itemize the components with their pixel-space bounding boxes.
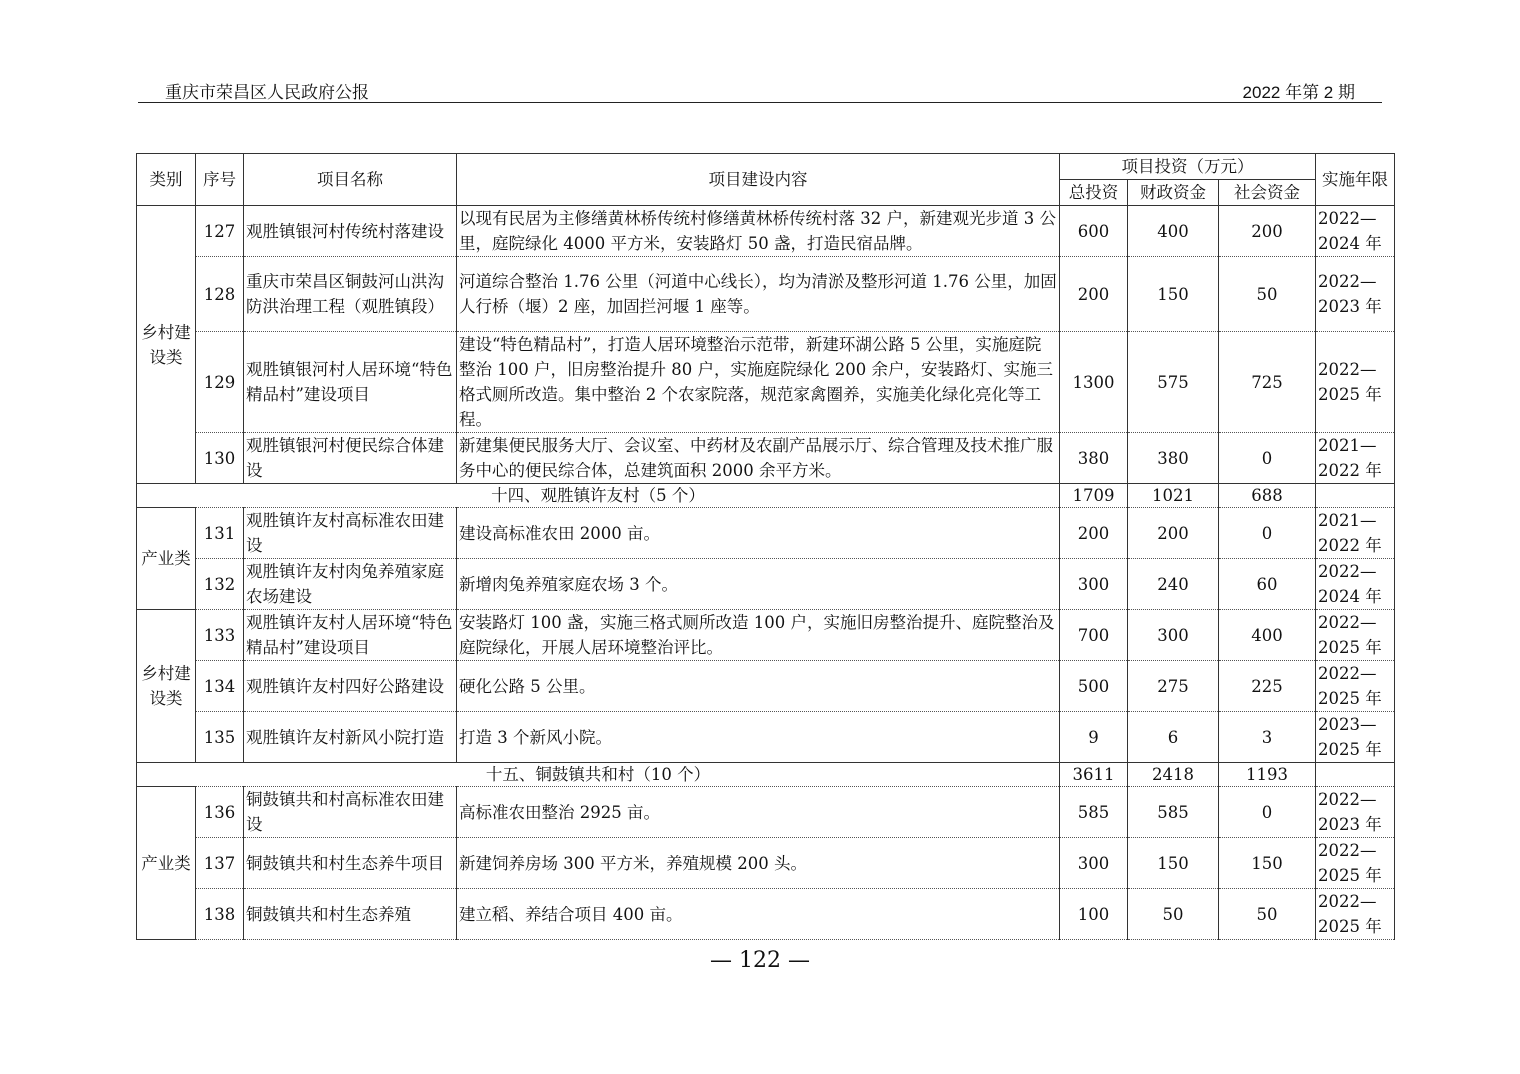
seq-cell: 134: [196, 661, 244, 712]
fiscal-funds-cell: 150: [1128, 257, 1219, 332]
project-content-cell: 高标准农田整治 2925 亩。: [457, 787, 1060, 838]
project-name-cell: 铜鼓镇共和村生态养牛项目: [244, 838, 457, 889]
table-row: [137, 508, 1395, 559]
seq-cell: 131: [196, 508, 244, 559]
social-funds-cell: 688: [1219, 484, 1316, 508]
social-funds-cell: 60: [1219, 559, 1316, 610]
seq-cell: 130: [196, 433, 244, 484]
bulletin-title: 重庆市荣昌区人民政府公报: [165, 83, 369, 103]
header-rule: [138, 102, 1382, 103]
project-name-cell: 观胜镇银河村便民综合体建设: [244, 433, 457, 484]
table-row: [137, 610, 1395, 661]
project-table: [136, 153, 1395, 940]
table-row: [137, 332, 1395, 433]
total-investment-cell: 500: [1060, 661, 1128, 712]
seq-cell: 136: [196, 787, 244, 838]
period-cell: 2022—2023 年: [1316, 257, 1395, 332]
project-content-cell: 新建集便民服务大厅、会议室、中药材及农副产品展示厅、综合管理及技术推广服务中心的便民综合体，总建筑面积 2000 余平方米。: [457, 433, 1060, 484]
social-funds-cell: 400: [1219, 610, 1316, 661]
fiscal-funds-cell: 275: [1128, 661, 1219, 712]
period-cell: [1316, 763, 1395, 787]
col-header-content: 项目建设内容: [457, 154, 1060, 206]
col-header-fiscal: 财政资金: [1128, 180, 1219, 206]
col-header-social: 社会资金: [1219, 180, 1316, 206]
total-investment-cell: 1300: [1060, 332, 1128, 433]
total-investment-cell: 200: [1060, 257, 1128, 332]
category-cell: 产业类: [137, 787, 196, 940]
social-funds-cell: 225: [1219, 661, 1316, 712]
section-title: 十四、观胜镇许友村（5 个）: [137, 484, 1060, 508]
project-name-cell: 观胜镇银河村传统村落建设: [244, 206, 457, 257]
social-funds-cell: 0: [1219, 433, 1316, 484]
table-row: [137, 787, 1395, 838]
total-investment-cell: 300: [1060, 559, 1128, 610]
social-funds-cell: 1193: [1219, 763, 1316, 787]
col-header-name: 项目名称: [244, 154, 457, 206]
fiscal-funds-cell: 150: [1128, 838, 1219, 889]
col-header-total: 总投资: [1060, 180, 1128, 206]
project-name-cell: 观胜镇许友村四好公路建设: [244, 661, 457, 712]
project-content-cell: 建设“特色精品村”，打造人居环境整治示范带，新建环湖公路 5 公里，实施庭院整治 100 户，旧房整治提升 80 户，实施庭院绿化 200 余户，安装路灯、实施三格式厕所改造。集中整治 2 个农家院落，规范家禽圈养，实施美化绿化亮化等工程。: [457, 332, 1060, 433]
social-funds-cell: 50: [1219, 257, 1316, 332]
project-content-cell: 建设高标准农田 2000 亩。: [457, 508, 1060, 559]
fiscal-funds-cell: 585: [1128, 787, 1219, 838]
social-funds-cell: 0: [1219, 787, 1316, 838]
table-row: [137, 206, 1395, 257]
seq-cell: 128: [196, 257, 244, 332]
fiscal-funds-cell: 300: [1128, 610, 1219, 661]
fiscal-funds-cell: 200: [1128, 508, 1219, 559]
total-investment-cell: 1709: [1060, 484, 1128, 508]
period-cell: [1316, 484, 1395, 508]
table-row: [137, 889, 1395, 940]
table-row: [137, 661, 1395, 712]
fiscal-funds-cell: 50: [1128, 889, 1219, 940]
project-name-cell: 铜鼓镇共和村高标准农田建设: [244, 787, 457, 838]
project-content-cell: 河道综合整治 1.76 公里（河道中心线长），均为清淤及整形河道 1.76 公里，加固人行桥（堰）2 座，加固拦河堰 1 座等。: [457, 257, 1060, 332]
social-funds-cell: 0: [1219, 508, 1316, 559]
table-row: [137, 257, 1395, 332]
social-funds-cell: 3: [1219, 712, 1316, 763]
social-funds-cell: 50: [1219, 889, 1316, 940]
category-cell: 乡村建设类: [137, 206, 196, 484]
fiscal-funds-cell: 240: [1128, 559, 1219, 610]
project-content-cell: 建立稻、养结合项目 400 亩。: [457, 889, 1060, 940]
period-cell: 2022—2025 年: [1316, 889, 1395, 940]
project-name-cell: 铜鼓镇共和村生态养殖: [244, 889, 457, 940]
total-investment-cell: 3611: [1060, 763, 1128, 787]
project-name-cell: 观胜镇银河村人居环境“特色精品村”建设项目: [244, 332, 457, 433]
project-name-cell: 观胜镇许友村新风小院打造: [244, 712, 457, 763]
fiscal-funds-cell: 1021: [1128, 484, 1219, 508]
seq-cell: 127: [196, 206, 244, 257]
total-investment-cell: 700: [1060, 610, 1128, 661]
period-cell: 2022—2025 年: [1316, 610, 1395, 661]
col-header-investment: 项目投资（万元）: [1060, 154, 1316, 180]
seq-cell: 137: [196, 838, 244, 889]
total-investment-cell: 300: [1060, 838, 1128, 889]
section-row: [137, 484, 1395, 508]
project-name-cell: 观胜镇许友村高标准农田建设: [244, 508, 457, 559]
period-cell: 2022—2024 年: [1316, 206, 1395, 257]
fiscal-funds-cell: 2418: [1128, 763, 1219, 787]
social-funds-cell: 150: [1219, 838, 1316, 889]
total-investment-cell: 600: [1060, 206, 1128, 257]
category-cell: 乡村建设类: [137, 610, 196, 763]
seq-cell: 133: [196, 610, 244, 661]
col-header-category: 类别: [137, 154, 196, 206]
project-name-cell: 观胜镇许友村肉兔养殖家庭农场建设: [244, 559, 457, 610]
period-cell: 2021—2022 年: [1316, 433, 1395, 484]
project-content-cell: 安装路灯 100 盏，实施三格式厕所改造 100 户，实施旧房整治提升、庭院整治及庭院绿化，开展人居环境整治评比。: [457, 610, 1060, 661]
period-cell: 2022—2025 年: [1316, 661, 1395, 712]
fiscal-funds-cell: 6: [1128, 712, 1219, 763]
fiscal-funds-cell: 575: [1128, 332, 1219, 433]
seq-cell: 129: [196, 332, 244, 433]
project-content-cell: 新增肉兔养殖家庭农场 3 个。: [457, 559, 1060, 610]
page-number: — 122 —: [710, 948, 810, 973]
seq-cell: 138: [196, 889, 244, 940]
category-cell: 产业类: [137, 508, 196, 610]
social-funds-cell: 725: [1219, 332, 1316, 433]
total-investment-cell: 200: [1060, 508, 1128, 559]
issue-number: 2022 年第 2 期: [1242, 83, 1355, 102]
fiscal-funds-cell: 380: [1128, 433, 1219, 484]
project-content-cell: 打造 3 个新风小院。: [457, 712, 1060, 763]
period-cell: 2023—2025 年: [1316, 712, 1395, 763]
period-cell: 2022—2025 年: [1316, 838, 1395, 889]
section-row: [137, 763, 1395, 787]
table-row: [137, 838, 1395, 889]
table-row: [137, 433, 1395, 484]
col-header-seq: 序号: [196, 154, 244, 206]
total-investment-cell: 9: [1060, 712, 1128, 763]
seq-cell: 135: [196, 712, 244, 763]
table-row: [137, 559, 1395, 610]
project-content-cell: 新建饲养房场 300 平方米，养殖规模 200 头。: [457, 838, 1060, 889]
period-cell: 2022—2025 年: [1316, 332, 1395, 433]
period-cell: 2022—2023 年: [1316, 787, 1395, 838]
total-investment-cell: 380: [1060, 433, 1128, 484]
fiscal-funds-cell: 400: [1128, 206, 1219, 257]
period-cell: 2021—2022 年: [1316, 508, 1395, 559]
col-header-period: 实施年限: [1316, 154, 1395, 206]
section-title: 十五、铜鼓镇共和村（10 个）: [137, 763, 1060, 787]
total-investment-cell: 100: [1060, 889, 1128, 940]
table-row: [137, 712, 1395, 763]
seq-cell: 132: [196, 559, 244, 610]
project-content-cell: 硬化公路 5 公里。: [457, 661, 1060, 712]
project-name-cell: 重庆市荣昌区铜鼓河山洪沟防洪治理工程（观胜镇段）: [244, 257, 457, 332]
total-investment-cell: 585: [1060, 787, 1128, 838]
social-funds-cell: 200: [1219, 206, 1316, 257]
project-name-cell: 观胜镇许友村人居环境“特色精品村”建设项目: [244, 610, 457, 661]
period-cell: 2022—2024 年: [1316, 559, 1395, 610]
project-content-cell: 以现有民居为主修缮黄林桥传统村修缮黄林桥传统村落 32 户，新建观光步道 3 公里，庭院绿化 4000 平方米，安装路灯 50 盏，打造民宿品牌。: [457, 206, 1060, 257]
